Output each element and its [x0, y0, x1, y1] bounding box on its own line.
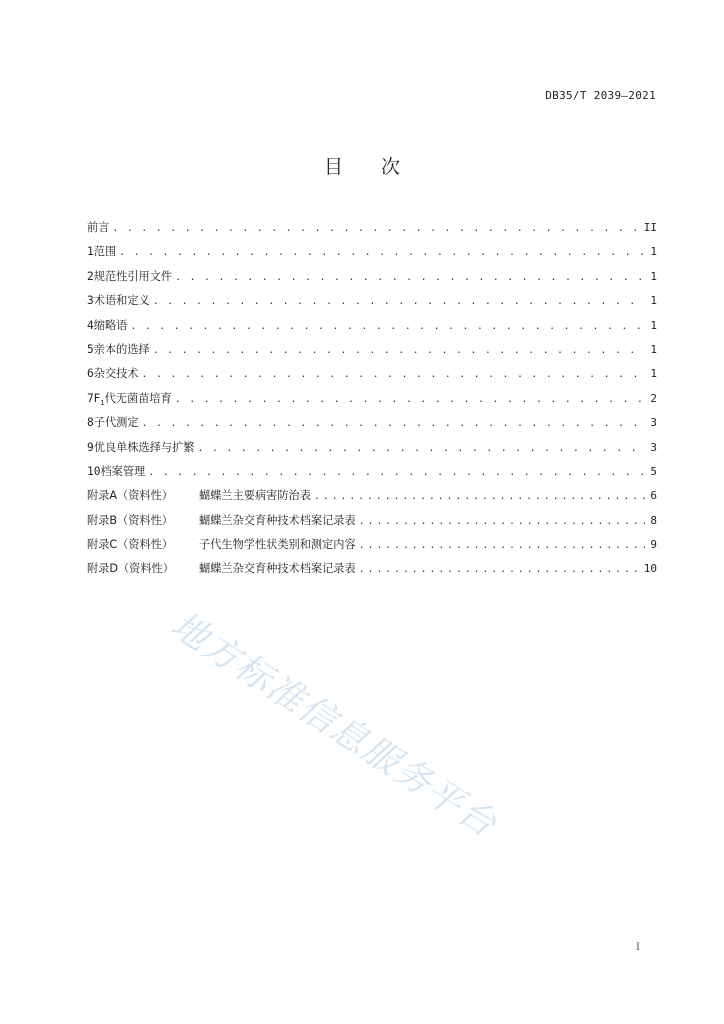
toc-entry-number: 2 — [87, 269, 94, 283]
toc-entry-foreword[interactable] — [87, 216, 657, 240]
toc-entry-page: 1 — [650, 318, 657, 332]
toc-entry-6[interactable] — [87, 362, 657, 386]
dot-leader — [112, 217, 638, 241]
toc-entry-page: 9 — [650, 538, 657, 552]
toc-entry-number: 1 — [87, 245, 94, 259]
toc-entry-1[interactable] — [87, 240, 657, 264]
watermark: 地方标准信息服务平台 — [163, 604, 505, 847]
f1-prefix: F — [93, 391, 101, 405]
toc-entry-label: 子代测定 — [93, 416, 139, 430]
dot-leader — [314, 485, 645, 509]
dot-leader — [119, 241, 645, 265]
toc-entry-page: 8 — [650, 513, 657, 527]
toc-entry-label: 杂交技术 — [93, 367, 139, 381]
dot-leader — [359, 510, 646, 534]
appendix-prefix: 附录B（资料性） — [87, 513, 173, 527]
toc-entry-label: 亲本的选择 — [93, 342, 150, 356]
toc-entry-number: 10 — [87, 464, 101, 478]
toc-entry-2[interactable] — [87, 265, 657, 289]
page-title — [0, 152, 724, 179]
toc-entry-number: 4 — [87, 318, 94, 332]
toc-entry-page: 6 — [650, 489, 657, 503]
toc-entry-appendix-b[interactable] — [87, 509, 657, 533]
toc-entry-page: 10 — [643, 562, 657, 576]
toc-entry-label: 蝴蝶兰主要病害防治表 — [199, 489, 311, 503]
toc-entry-page: 1 — [650, 269, 657, 283]
toc-entry-number: 8 — [87, 416, 94, 430]
toc-entry-page: 1 — [650, 294, 657, 308]
title-char-left: 目 — [323, 156, 343, 178]
toc-entry-label: 术语和定义 — [93, 294, 150, 308]
toc-entry-label: 优良单株选择与扩繁 — [93, 440, 195, 454]
toc-entry-7[interactable] — [87, 387, 657, 411]
toc-entry-page: 3 — [650, 416, 657, 430]
toc-entry-label: 档案管理 — [100, 464, 146, 478]
toc-entry-page: 1 — [650, 342, 657, 356]
dot-leader — [359, 534, 646, 558]
dot-leader — [175, 266, 645, 290]
appendix-prefix: 附录C（资料性） — [87, 538, 174, 552]
toc-entry-appendix-a[interactable] — [87, 484, 657, 508]
toc-entry-number: 6 — [87, 367, 94, 381]
toc-entry-page: 3 — [650, 440, 657, 454]
toc-entry-appendix-d[interactable] — [87, 557, 657, 581]
dot-leader — [148, 461, 645, 485]
page-number: I — [636, 942, 640, 953]
toc-entry-number: 7 — [87, 391, 94, 405]
document-code: DB35/T 2039—2021 — [545, 89, 656, 102]
dot-leader — [142, 412, 646, 436]
toc-entry-10[interactable] — [87, 460, 657, 484]
toc-entry-label: 缩略语 — [93, 318, 128, 332]
toc-entry-page: 2 — [650, 391, 657, 405]
toc-entry-label: 蝴蝶兰杂交育种技术档案记录表 — [199, 513, 356, 527]
toc-entry-3[interactable] — [87, 289, 657, 313]
dot-leader — [197, 437, 645, 461]
table-of-contents — [87, 216, 657, 582]
toc-entry-label-text: 代无菌苗培育 — [104, 391, 172, 405]
toc-entry-4[interactable] — [87, 314, 657, 338]
dot-leader — [130, 315, 645, 339]
dot-leader — [153, 339, 646, 363]
toc-entry-label: 规范性引用文件 — [93, 269, 173, 283]
toc-entry-number: 5 — [87, 342, 94, 356]
toc-entry-number: 3 — [87, 294, 94, 308]
toc-entry-page: II — [643, 221, 657, 234]
toc-entry-label: 蝴蝶兰杂交育种技术档案记录表 — [199, 562, 356, 576]
dot-leader — [142, 363, 646, 387]
dot-leader — [153, 290, 646, 314]
title-char-right: 次 — [381, 156, 401, 178]
toc-entry-appendix-c[interactable] — [87, 533, 657, 557]
toc-entry-9[interactable] — [87, 436, 657, 460]
toc-entry-number: 9 — [87, 440, 94, 454]
toc-entry-page: 1 — [650, 367, 657, 381]
toc-entry-label: 前言 — [87, 221, 110, 234]
toc-entry-page: 5 — [650, 464, 657, 478]
toc-entry-page: 1 — [650, 245, 657, 259]
dot-leader — [359, 558, 639, 582]
appendix-prefix: 附录A（资料性） — [87, 489, 173, 503]
toc-entry-label — [94, 387, 172, 411]
appendix-prefix: 附录D（资料性） — [87, 562, 174, 576]
dot-leader — [175, 388, 646, 412]
toc-entry-5[interactable] — [87, 338, 657, 362]
toc-entry-label: 范围 — [93, 245, 117, 259]
toc-entry-8[interactable] — [87, 411, 657, 435]
toc-entry-label: 子代生物学性状类别和测定内容 — [199, 538, 356, 552]
f1-subscript: 1 — [100, 398, 105, 407]
